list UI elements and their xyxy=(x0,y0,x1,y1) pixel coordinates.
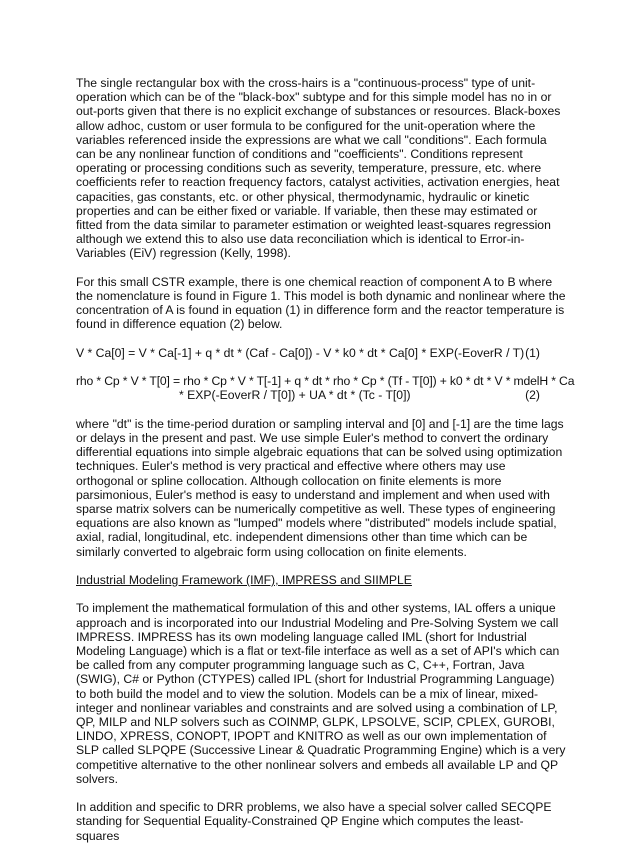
section-heading-imf: Industrial Modeling Framework (IMF), IMPRESS and SIIMPLE xyxy=(76,573,412,588)
equation-2-line-1: rho * Cp * V * T[0] = rho * Cp * V * T[-1] + q * dt * rho * Cp * (Tf - T[0]) + k0 * dt * V * mdelH * Ca xyxy=(76,374,575,389)
paragraph-euler-method: where "dt" is the time-period duration or sampling interval and [0] and [-1] are the time lags or delays in the present and past. We use simple Euler's method to convert the ordinary differential equations into simple algebraic equations that can be solved using optimization techniques. Euler's method is very practical and effective where others may use orthogonal or spline collocation. Although collocation on finite elements is more parsimonious, Euler's method is easy to understand and implement and when used with sparse matrix solvers can be numerically competitive as well. These types of engineering equations are also known as "lumped" models where "distributed" models include spatial, axial, radial, longitudinal, etc. independent dimensions other than time which can be similarly converted to algebraic form using collocation on finite elements. xyxy=(76,416,564,559)
document-page xyxy=(76,76,575,857)
paragraph-black-box: The single rectangular box with the cross-hairs is a "continuous-process" type of unit-operation which can be of the "black-box" subtype and for this simple model has no in or out-ports given that there is no explicit exchange of substances or resources. Black-boxes allow adhoc, custom or user formula to be configured for the unit-operation where the variables referenced inside the expressions are what we call "conditions". Each formula can be any nonlinear function of conditions and "coefficients". Conditions represent operating or processing conditions such as severity, temperature, pressure, etc. where coefficients refer to reaction frequency factors, catalyst activities, activation energies, heat capacities, gas constants, etc. or other physical, thermodynamic, hydraulic or kinetic properties and can be either fixed or variable. If variable, then these may estimated or fitted from the data similar to parameter estimation or weighted least-squares regression although we extend this to also use data reconciliation which is identical to Error-in-Variables (EiV) regression (Kelly, 1998). xyxy=(76,76,561,261)
equation-2-number: (2) xyxy=(525,388,540,403)
equation-1 xyxy=(76,346,566,360)
equation-1-text: V * Ca[0] = V * Ca[-1] + q * dt * (Caf - Ca[0]) - V * k0 * dt * Ca[0] * EXP(-EoverR / T) xyxy=(76,345,525,360)
equation-2-line-2: * EXP(-EoverR / T[0]) + UA * dt * (Tc - T[0]) xyxy=(179,388,411,403)
paragraph-impress: To implement the mathematical formulation of this and other systems, IAL offers a unique approach and is incorporated into our Industrial Modeling and Pre-Solving System we call IMPRESS. IMPRESS has its own modeling language called IML (short for Industrial Modeling Language) which is a flat or text-file interface as well as a set of API's which can be called from any computer programming language such as C, C++, Fortran, Java (SWIG), C# or Python (CTYPES) called IPL (short for Industrial Programming Language) to both build the model and to view the solution. Models can be a mix of linear, mixed-integer and nonlinear variables and constraints and are solved using a combination of LP, QP, MILP and NLP solvers such as COINMP, GLPK, LPSOLVE, SCIP, CPLEX, GUROBI, LINDO, XPRESS, CONOPT, IPOPT and KNITRO as well as our own implementation of SLP called SLPQPE (Successive Linear & Quadratic Programming Engine) which is a very competitive alternative to the other nonlinear solvers and embeds all available LP and QP solvers. xyxy=(76,601,566,786)
equation-2 xyxy=(76,374,575,403)
paragraph-secqpe: In addition and specific to DRR problems, we also have a special solver called SECQPE standing for Sequential Equality-Constrained QP Engine which computes the least-squares xyxy=(76,800,552,843)
equation-1-number: (1) xyxy=(525,345,540,360)
paragraph-cstr-example: For this small CSTR example, there is one chemical reaction of component A to B where the nomenclature is found in Figure 1. This model is both dynamic and nonlinear where the concentration of A is found in equation (1) in difference form and the reactor temperature is found in difference equation (2) below. xyxy=(76,274,566,332)
